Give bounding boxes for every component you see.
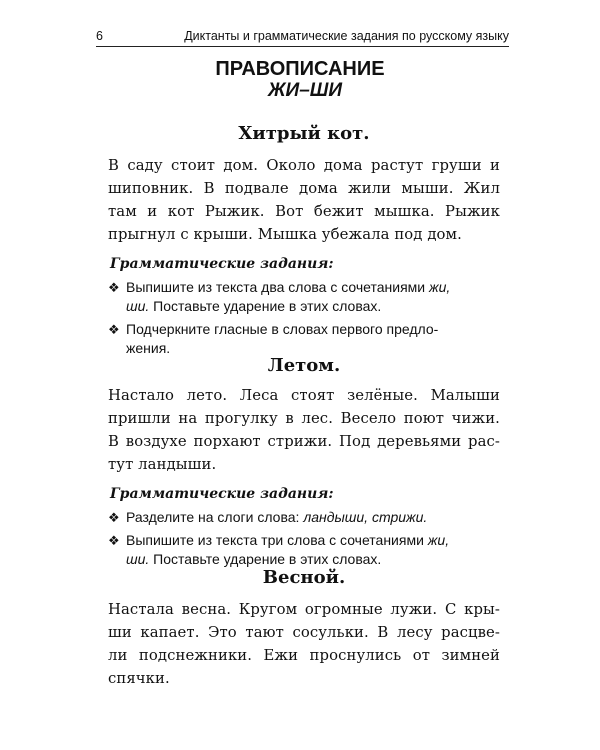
section-dictation-2 bbox=[108, 354, 500, 573]
section-title: Летом. bbox=[267, 355, 341, 376]
task-text: Выпишите из текста три слова с сочетаниями bbox=[126, 532, 428, 548]
task-text: Выпишите из текста два слова с сочетаниями bbox=[126, 279, 430, 295]
bullet-diamond-icon: ❖ bbox=[108, 510, 120, 525]
task-item bbox=[108, 531, 500, 569]
task-list bbox=[108, 508, 500, 569]
text-line: Настала весна. Кругом огромные лужи. С кры- bbox=[108, 601, 500, 618]
text-line: ши капает. Это тают сосульки. В лесу расцве- bbox=[108, 624, 500, 641]
text-line: там и кот Рыжик. Вот бежит мышка. Рыжик bbox=[108, 203, 500, 220]
task-example: жи, bbox=[427, 532, 450, 548]
task-item bbox=[108, 278, 500, 316]
text-line: ли подснежники. Ежи проснулись от зимней bbox=[108, 647, 500, 664]
text-line: Настало лето. Леса стоят зелёные. Малыши bbox=[108, 387, 500, 404]
text-line: пришли на прогулку в лес. Весело поют чижи. bbox=[108, 410, 500, 427]
text-line: шиповник. В подвале дома жили мыши. Жил bbox=[108, 180, 500, 197]
bullet-diamond-icon: ❖ bbox=[108, 533, 120, 548]
task-text: Поставьте ударение в этих словах. bbox=[149, 551, 382, 567]
task-line bbox=[126, 320, 500, 339]
page-number: 6 bbox=[96, 29, 103, 43]
tasks-heading: Грамматические задания: bbox=[110, 256, 334, 272]
page-subtitle: ЖИ–ШИ bbox=[267, 80, 343, 101]
task-list bbox=[108, 278, 500, 358]
running-title: Диктанты и грамматические задания по русскому языку bbox=[184, 29, 509, 43]
dictation-text bbox=[108, 384, 500, 476]
section-dictation-1 bbox=[108, 122, 500, 362]
text-line: В воздухе порхают стрижи. Под деревьями рас- bbox=[108, 433, 500, 450]
task-example: ши. bbox=[126, 551, 150, 567]
task-text: Подчеркните гласные в словах первого предло- bbox=[126, 321, 439, 337]
task-text: жения. bbox=[126, 340, 171, 356]
task-line bbox=[126, 508, 500, 527]
task-example: жи, bbox=[429, 279, 451, 295]
task-text: Поставьте ударение в этих словах. bbox=[149, 298, 382, 314]
task-line bbox=[126, 531, 500, 550]
section-title: Весной. bbox=[262, 567, 346, 588]
section-title: Хитрый кот. bbox=[238, 123, 370, 144]
text-line: прыгнул с крыши. Мышка убежала под дом. bbox=[108, 226, 462, 243]
task-text: Разделите на слоги слова: bbox=[126, 509, 304, 525]
task-example: ландыши, стрижи. bbox=[303, 509, 428, 525]
task-item bbox=[108, 320, 500, 358]
task-item bbox=[108, 508, 500, 527]
task-line bbox=[126, 297, 500, 316]
dictation-text bbox=[108, 154, 500, 246]
text-line: В саду стоит дом. Около дома растут груши и bbox=[108, 157, 500, 174]
section-dictation-3 bbox=[108, 566, 500, 690]
bullet-diamond-icon: ❖ bbox=[108, 322, 120, 337]
dictation-text bbox=[108, 598, 500, 690]
task-line bbox=[126, 278, 500, 297]
page-title: ПРАВОПИСАНИЕ bbox=[215, 58, 385, 80]
text-line: спячки. bbox=[108, 670, 170, 687]
running-header bbox=[96, 27, 509, 47]
bullet-diamond-icon: ❖ bbox=[108, 280, 120, 295]
task-example: ши. bbox=[126, 298, 150, 314]
tasks-heading: Грамматические задания: bbox=[110, 486, 334, 502]
text-line: тут ландыши. bbox=[108, 456, 217, 473]
